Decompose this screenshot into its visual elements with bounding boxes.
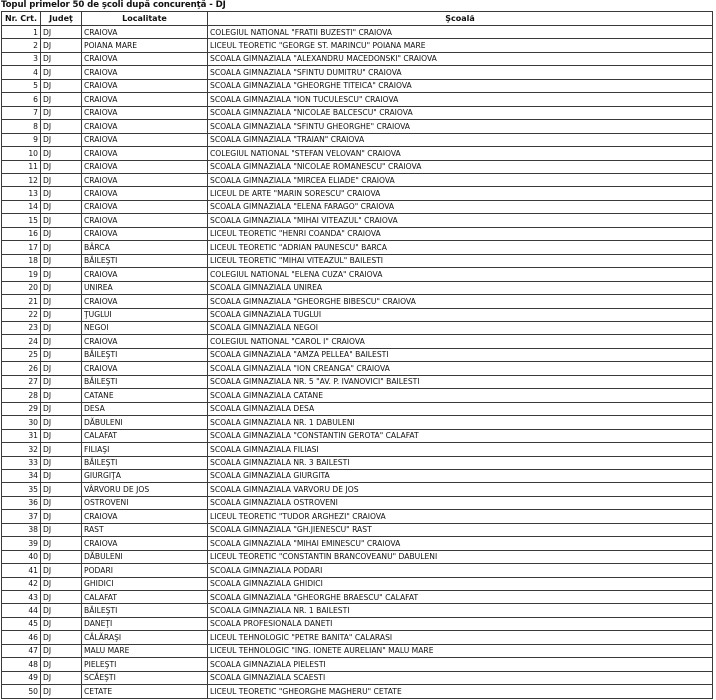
cell-localitate: CRAIOVA xyxy=(82,173,208,186)
cell-localitate: FILIAŞI xyxy=(82,443,208,456)
table-row xyxy=(2,671,713,684)
cell-scoala: SCOALA GIMNAZIALA "NICOLAE ROMANESCU" CRAIOVA xyxy=(208,160,713,173)
cell-scoala: SCOALA GIMNAZIALA NEGOI xyxy=(208,321,713,334)
cell-judet: DJ xyxy=(41,268,82,281)
cell-judet: DJ xyxy=(41,510,82,523)
cell-judet: DJ xyxy=(41,295,82,308)
cell-scoala: LICEUL TEORETIC "CONSTANTIN BRANCOVEANU" DABULENI xyxy=(208,550,713,563)
cell-localitate: BĂILEŞTI xyxy=(82,348,208,361)
cell-judet: DJ xyxy=(41,106,82,119)
cell-localitate: BÂRCA xyxy=(82,241,208,254)
cell-scoala: SCOALA GIMNAZIALA TUGLUI xyxy=(208,308,713,321)
cell-nr-crt: 4 xyxy=(2,66,41,79)
cell-nr-crt: 10 xyxy=(2,147,41,160)
cell-nr-crt: 34 xyxy=(2,469,41,482)
cell-judet: DJ xyxy=(41,671,82,684)
cell-localitate: GIURGIŢA xyxy=(82,469,208,482)
cell-nr-crt: 36 xyxy=(2,496,41,509)
cell-scoala: SCOALA GIMNAZIALA "ION CREANGA" CRAIOVA xyxy=(208,362,713,375)
cell-localitate: CRAIOVA xyxy=(82,510,208,523)
cell-scoala: LICEUL TEORETIC "GEORGE ST. MARINCU" POIANA MARE xyxy=(208,39,713,52)
cell-localitate: DĂBULENI xyxy=(82,550,208,563)
cell-localitate: PODARI xyxy=(82,564,208,577)
cell-localitate: OSTROVENI xyxy=(82,496,208,509)
cell-nr-crt: 1 xyxy=(2,26,41,39)
cell-scoala: SCOALA GIMNAZIALA "ION TUCULESCU" CRAIOVA xyxy=(208,93,713,106)
cell-localitate: GHIDICI xyxy=(82,577,208,590)
cell-nr-crt: 21 xyxy=(2,295,41,308)
cell-nr-crt: 38 xyxy=(2,523,41,536)
cell-localitate: DĂBULENI xyxy=(82,416,208,429)
cell-localitate: CRAIOVA xyxy=(82,537,208,550)
table-row xyxy=(2,335,713,348)
cell-scoala: SCOALA GIMNAZIALA UNIREA xyxy=(208,281,713,294)
cell-scoala: SCOALA GIMNAZIALA CATANE xyxy=(208,389,713,402)
cell-judet: DJ xyxy=(41,241,82,254)
cell-judet: DJ xyxy=(41,416,82,429)
cell-judet: DJ xyxy=(41,39,82,52)
table-row xyxy=(2,469,713,482)
table-row xyxy=(2,106,713,119)
table-row xyxy=(2,39,713,52)
table-row xyxy=(2,496,713,509)
cell-scoala: SCOALA GIMNAZIALA "SFINTU DUMITRU" CRAIOVA xyxy=(208,66,713,79)
cell-judet: DJ xyxy=(41,214,82,227)
table-row xyxy=(2,321,713,334)
cell-scoala: SCOALA GIMNAZIALA "MIHAI EMINESCU" CRAIOVA xyxy=(208,537,713,550)
cell-judet: DJ xyxy=(41,604,82,617)
cell-judet: DJ xyxy=(41,52,82,65)
table-row xyxy=(2,268,713,281)
table-row xyxy=(2,658,713,671)
cell-localitate: CRAIOVA xyxy=(82,147,208,160)
cell-scoala: COLEGIUL NATIONAL "STEFAN VELOVAN" CRAIOVA xyxy=(208,147,713,160)
table-row xyxy=(2,173,713,186)
table-row xyxy=(2,214,713,227)
cell-nr-crt: 37 xyxy=(2,510,41,523)
table-row xyxy=(2,120,713,133)
cell-localitate: ŢUGLUI xyxy=(82,308,208,321)
cell-nr-crt: 31 xyxy=(2,429,41,442)
cell-nr-crt: 14 xyxy=(2,200,41,213)
table-row xyxy=(2,550,713,563)
cell-judet: DJ xyxy=(41,483,82,496)
cell-judet: DJ xyxy=(41,402,82,415)
cell-scoala: LICEUL TEHNOLOGIC "ING. IONETE AURELIAN" MALU MARE xyxy=(208,644,713,657)
cell-localitate: CRAIOVA xyxy=(82,79,208,92)
cell-nr-crt: 17 xyxy=(2,241,41,254)
table-row xyxy=(2,537,713,550)
cell-nr-crt: 27 xyxy=(2,375,41,388)
table-row xyxy=(2,200,713,213)
cell-nr-crt: 11 xyxy=(2,160,41,173)
cell-localitate: CRAIOVA xyxy=(82,362,208,375)
cell-scoala: LICEUL TEORETIC "TUDOR ARGHEZI" CRAIOVA xyxy=(208,510,713,523)
cell-scoala: LICEUL TEORETIC "MIHAI VITEAZUL" BAILESTI xyxy=(208,254,713,267)
cell-judet: DJ xyxy=(41,591,82,604)
cell-localitate: BĂILEŞTI xyxy=(82,456,208,469)
table-row xyxy=(2,26,713,39)
cell-judet: DJ xyxy=(41,173,82,186)
cell-localitate: CRAIOVA xyxy=(82,227,208,240)
cell-judet: DJ xyxy=(41,564,82,577)
cell-localitate: CALAFAT xyxy=(82,591,208,604)
cell-scoala: SCOALA GIMNAZIALA "GHEORGHE TITEICA" CRAIOVA xyxy=(208,79,713,92)
cell-localitate: POIANA MARE xyxy=(82,39,208,52)
cell-nr-crt: 41 xyxy=(2,564,41,577)
cell-localitate: CRAIOVA xyxy=(82,26,208,39)
cell-judet: DJ xyxy=(41,254,82,267)
cell-nr-crt: 18 xyxy=(2,254,41,267)
cell-nr-crt: 42 xyxy=(2,577,41,590)
cell-judet: DJ xyxy=(41,469,82,482)
cell-judet: DJ xyxy=(41,631,82,644)
cell-nr-crt: 3 xyxy=(2,52,41,65)
cell-nr-crt: 16 xyxy=(2,227,41,240)
cell-scoala: LICEUL TEORETIC "HENRI COANDA" CRAIOVA xyxy=(208,227,713,240)
cell-scoala: SCOALA GIMNAZIALA NR. 1 DABULENI xyxy=(208,416,713,429)
cell-judet: DJ xyxy=(41,375,82,388)
cell-scoala: LICEUL DE ARTE "MARIN SORESCU" CRAIOVA xyxy=(208,187,713,200)
cell-localitate: CRAIOVA xyxy=(82,52,208,65)
cell-nr-crt: 50 xyxy=(2,685,41,698)
cell-nr-crt: 26 xyxy=(2,362,41,375)
header-judet: Judeţ xyxy=(41,12,82,26)
cell-judet: DJ xyxy=(41,79,82,92)
cell-judet: DJ xyxy=(41,577,82,590)
cell-nr-crt: 43 xyxy=(2,591,41,604)
cell-localitate: BĂILEŞTI xyxy=(82,375,208,388)
table-header-row xyxy=(2,12,713,26)
cell-localitate: DESA xyxy=(82,402,208,415)
cell-scoala: SCOALA PROFESIONALA DANETI xyxy=(208,617,713,630)
cell-nr-crt: 44 xyxy=(2,604,41,617)
cell-scoala: SCOALA GIMNAZIALA "GH.JIENESCU" RAST xyxy=(208,523,713,536)
cell-judet: DJ xyxy=(41,133,82,146)
cell-scoala: SCOALA GIMNAZIALA "SFINTU GHEORGHE" CRAIOVA xyxy=(208,120,713,133)
cell-nr-crt: 8 xyxy=(2,120,41,133)
cell-localitate: CRAIOVA xyxy=(82,295,208,308)
cell-nr-crt: 48 xyxy=(2,658,41,671)
cell-nr-crt: 24 xyxy=(2,335,41,348)
cell-scoala: SCOALA GIMNAZIALA "MIRCEA ELIADE" CRAIOVA xyxy=(208,173,713,186)
cell-localitate: CĂLĂRAŞI xyxy=(82,631,208,644)
cell-nr-crt: 22 xyxy=(2,308,41,321)
cell-scoala: SCOALA GIMNAZIALA "GHEORGHE BRAESCU" CALAFAT xyxy=(208,591,713,604)
table-row xyxy=(2,52,713,65)
cell-nr-crt: 47 xyxy=(2,644,41,657)
cell-nr-crt: 20 xyxy=(2,281,41,294)
cell-localitate: DANEŢI xyxy=(82,617,208,630)
table-row xyxy=(2,362,713,375)
cell-judet: DJ xyxy=(41,617,82,630)
cell-judet: DJ xyxy=(41,550,82,563)
cell-judet: DJ xyxy=(41,362,82,375)
cell-judet: DJ xyxy=(41,66,82,79)
table-row xyxy=(2,66,713,79)
cell-judet: DJ xyxy=(41,147,82,160)
cell-judet: DJ xyxy=(41,321,82,334)
cell-scoala: SCOALA GIMNAZIALA "MIHAI VITEAZUL" CRAIOVA xyxy=(208,214,713,227)
cell-judet: DJ xyxy=(41,335,82,348)
table-row xyxy=(2,147,713,160)
cell-localitate: VÂRVORU DE JOS xyxy=(82,483,208,496)
table-row xyxy=(2,187,713,200)
page-title: Topul primelor 50 de şcoli după concurenţă - DJ xyxy=(1,0,226,10)
cell-scoala: SCOALA GIMNAZIALA NR. 5 "AV. P. IVANOVICI" BAILESTI xyxy=(208,375,713,388)
table-row xyxy=(2,389,713,402)
cell-nr-crt: 12 xyxy=(2,173,41,186)
cell-localitate: BĂILEŞTI xyxy=(82,604,208,617)
cell-nr-crt: 39 xyxy=(2,537,41,550)
cell-judet: DJ xyxy=(41,443,82,456)
cell-scoala: SCOALA GIMNAZIALA "GHEORGHE BIBESCU" CRAIOVA xyxy=(208,295,713,308)
cell-localitate: CRAIOVA xyxy=(82,214,208,227)
table-row xyxy=(2,523,713,536)
cell-judet: DJ xyxy=(41,685,82,698)
table-row xyxy=(2,133,713,146)
table-row xyxy=(2,227,713,240)
cell-localitate: CALAFAT xyxy=(82,429,208,442)
cell-scoala: SCOALA GIMNAZIALA FILIASI xyxy=(208,443,713,456)
cell-scoala: SCOALA GIMNAZIALA NR. 3 BAILESTI xyxy=(208,456,713,469)
cell-localitate: CRAIOVA xyxy=(82,268,208,281)
table-row xyxy=(2,604,713,617)
cell-localitate: CRAIOVA xyxy=(82,160,208,173)
cell-localitate: MALU MARE xyxy=(82,644,208,657)
cell-localitate: CRAIOVA xyxy=(82,106,208,119)
cell-judet: DJ xyxy=(41,227,82,240)
cell-nr-crt: 19 xyxy=(2,268,41,281)
cell-judet: DJ xyxy=(41,537,82,550)
table-row xyxy=(2,254,713,267)
table-row xyxy=(2,295,713,308)
table-row xyxy=(2,483,713,496)
cell-nr-crt: 25 xyxy=(2,348,41,361)
cell-localitate: SCĂEŞTI xyxy=(82,671,208,684)
cell-judet: DJ xyxy=(41,120,82,133)
table-row xyxy=(2,281,713,294)
cell-judet: DJ xyxy=(41,644,82,657)
cell-nr-crt: 28 xyxy=(2,389,41,402)
cell-scoala: SCOALA GIMNAZIALA NR. 1 BAILESTI xyxy=(208,604,713,617)
cell-judet: DJ xyxy=(41,93,82,106)
cell-nr-crt: 35 xyxy=(2,483,41,496)
cell-nr-crt: 9 xyxy=(2,133,41,146)
table-row xyxy=(2,577,713,590)
cell-nr-crt: 49 xyxy=(2,671,41,684)
cell-localitate: BĂILEŞTI xyxy=(82,254,208,267)
cell-localitate: CRAIOVA xyxy=(82,335,208,348)
cell-scoala: SCOALA GIMNAZIALA "NICOLAE BALCESCU" CRAIOVA xyxy=(208,106,713,119)
table-row xyxy=(2,375,713,388)
table-body xyxy=(2,26,713,699)
table-row xyxy=(2,443,713,456)
cell-scoala: LICEUL TEORETIC "GHEORGHE MAGHERU" CETATE xyxy=(208,685,713,698)
cell-scoala: SCOALA GIMNAZIALA GIURGITA xyxy=(208,469,713,482)
table-row xyxy=(2,564,713,577)
cell-localitate: CRAIOVA xyxy=(82,200,208,213)
cell-judet: DJ xyxy=(41,200,82,213)
cell-nr-crt: 40 xyxy=(2,550,41,563)
cell-judet: DJ xyxy=(41,308,82,321)
table-row xyxy=(2,402,713,415)
cell-judet: DJ xyxy=(41,456,82,469)
cell-nr-crt: 23 xyxy=(2,321,41,334)
table-row xyxy=(2,429,713,442)
header-localitate: Localitate xyxy=(82,12,208,26)
table-row xyxy=(2,456,713,469)
cell-localitate: CRAIOVA xyxy=(82,187,208,200)
cell-scoala: SCOALA GIMNAZIALA GHIDICI xyxy=(208,577,713,590)
cell-scoala: SCOALA GIMNAZIALA PIELESTI xyxy=(208,658,713,671)
header-scoala: Şcoală xyxy=(208,12,713,26)
cell-scoala: SCOALA GIMNAZIALA "TRAIAN" CRAIOVA xyxy=(208,133,713,146)
table-row xyxy=(2,160,713,173)
cell-localitate: RAST xyxy=(82,523,208,536)
cell-nr-crt: 13 xyxy=(2,187,41,200)
cell-scoala: LICEUL TEHNOLOGIC "PETRE BANITA" CALARASI xyxy=(208,631,713,644)
cell-localitate: CRAIOVA xyxy=(82,93,208,106)
cell-nr-crt: 29 xyxy=(2,402,41,415)
cell-scoala: COLEGIUL NATIONAL "ELENA CUZA" CRAIOVA xyxy=(208,268,713,281)
cell-localitate: CRAIOVA xyxy=(82,133,208,146)
cell-scoala: SCOALA GIMNAZIALA "AMZA PELLEA" BAILESTI xyxy=(208,348,713,361)
cell-nr-crt: 15 xyxy=(2,214,41,227)
table-row xyxy=(2,416,713,429)
cell-nr-crt: 7 xyxy=(2,106,41,119)
table-row xyxy=(2,617,713,630)
cell-judet: DJ xyxy=(41,187,82,200)
cell-nr-crt: 30 xyxy=(2,416,41,429)
cell-nr-crt: 45 xyxy=(2,617,41,630)
cell-judet: DJ xyxy=(41,658,82,671)
table-row xyxy=(2,591,713,604)
table-row xyxy=(2,644,713,657)
cell-nr-crt: 33 xyxy=(2,456,41,469)
cell-scoala: SCOALA GIMNAZIALA PODARI xyxy=(208,564,713,577)
cell-judet: DJ xyxy=(41,496,82,509)
cell-localitate: CRAIOVA xyxy=(82,120,208,133)
table-row xyxy=(2,631,713,644)
schools-table xyxy=(1,11,713,699)
cell-localitate: CETATE xyxy=(82,685,208,698)
cell-judet: DJ xyxy=(41,348,82,361)
cell-nr-crt: 2 xyxy=(2,39,41,52)
cell-judet: DJ xyxy=(41,389,82,402)
cell-scoala: SCOALA GIMNAZIALA "CONSTANTIN GEROTA" CALAFAT xyxy=(208,429,713,442)
cell-judet: DJ xyxy=(41,523,82,536)
cell-judet: DJ xyxy=(41,281,82,294)
table-row xyxy=(2,685,713,698)
cell-localitate: PIELEŞTI xyxy=(82,658,208,671)
cell-nr-crt: 5 xyxy=(2,79,41,92)
table-row xyxy=(2,79,713,92)
table-row xyxy=(2,510,713,523)
cell-nr-crt: 46 xyxy=(2,631,41,644)
cell-judet: DJ xyxy=(41,26,82,39)
cell-scoala: COLEGIUL NATIONAL "CAROL I" CRAIOVA xyxy=(208,335,713,348)
cell-scoala: SCOALA GIMNAZIALA "ELENA FARAGO" CRAIOVA xyxy=(208,200,713,213)
cell-scoala: COLEGIUL NATIONAL "FRATII BUZESTI" CRAIOVA xyxy=(208,26,713,39)
cell-scoala: SCOALA GIMNAZIALA VARVORU DE JOS xyxy=(208,483,713,496)
cell-nr-crt: 6 xyxy=(2,93,41,106)
cell-scoala: LICEUL TEORETIC "ADRIAN PAUNESCU" BARCA xyxy=(208,241,713,254)
table-row xyxy=(2,93,713,106)
cell-scoala: SCOALA GIMNAZIALA DESA xyxy=(208,402,713,415)
cell-scoala: SCOALA GIMNAZIALA SCAESTI xyxy=(208,671,713,684)
cell-localitate: CATANE xyxy=(82,389,208,402)
cell-localitate: NEGOI xyxy=(82,321,208,334)
table-row xyxy=(2,241,713,254)
cell-localitate: CRAIOVA xyxy=(82,66,208,79)
table-row xyxy=(2,348,713,361)
header-nr-crt: Nr. Crt. xyxy=(2,12,41,26)
cell-judet: DJ xyxy=(41,429,82,442)
cell-localitate: UNIREA xyxy=(82,281,208,294)
cell-judet: DJ xyxy=(41,160,82,173)
cell-nr-crt: 32 xyxy=(2,443,41,456)
cell-scoala: SCOALA GIMNAZIALA "ALEXANDRU MACEDONSKI" CRAIOVA xyxy=(208,52,713,65)
cell-scoala: SCOALA GIMNAZIALA OSTROVENI xyxy=(208,496,713,509)
table-row xyxy=(2,308,713,321)
